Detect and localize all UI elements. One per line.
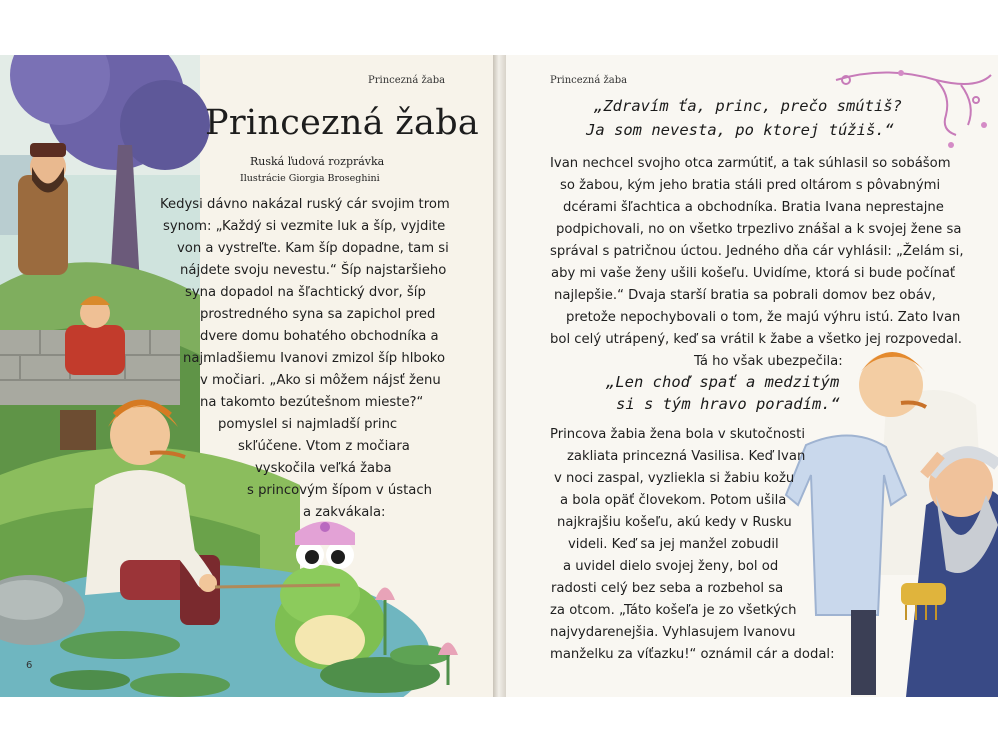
body-line: videli. Keď sa jej manžel zobudil <box>568 537 779 552</box>
page-number-left: 6 <box>26 660 33 671</box>
body-line: podpichovali, no on všetko trpezlivo znášal a k svojej žene sa <box>556 222 962 237</box>
body-line: v močiari. „Ako si môžem nájsť ženu <box>200 373 441 388</box>
frog-verse-line: „Len choď spať a medzitým <box>606 373 840 391</box>
body-line: správal s patričnou úctou. Jedného dňa cár vyhlásil: „Želám si, <box>550 244 964 259</box>
body-line: dvere domu bohatého obchodníka a <box>200 329 439 344</box>
body-line: najlepšie.“ Dvaja starší bratia sa pobrali domov bez obáv, <box>554 288 936 303</box>
body-line: syna dopadol na šľachtický dvor, šíp <box>185 285 426 300</box>
body-line: vyskočila veľká žaba <box>255 461 392 476</box>
body-line: von a vystreľte. Kam šíp dopadne, tam si <box>177 241 449 256</box>
body-line: pretože nepochybovali o tom, že majú výhru istú. Zato Ivan <box>566 310 961 325</box>
running-head: Princezná žaba <box>368 75 446 86</box>
body-line: so žabou, kým jeho bratia stáli pred oltárom s pôvabnými <box>560 178 941 193</box>
body-line: a uvidel dielo svojej ženy, bol od <box>563 559 779 574</box>
right-page <box>506 55 998 697</box>
body-line: s princovým šípom v ústach <box>247 483 432 498</box>
running-head: Princezná žaba <box>550 75 628 86</box>
body-line: v noci zaspal, vyzliekla si žabiu kožu <box>554 471 795 486</box>
body-line: a bola opäť človekom. Potom ušila <box>560 493 787 508</box>
body-line: nájdete svoju nevestu.“ Šíp najstaršieho <box>180 263 447 278</box>
body-line: radosti celý bez seba a rozbehol sa <box>551 581 784 596</box>
body-line: pomyslel si najmladší princ <box>218 417 398 432</box>
body-line: Ivan nechcel svojho otca zarmútiť, a tak súhlasil so sobášom <box>550 156 951 171</box>
body-line: aby mi vaše ženy ušili košeľu. Uvidíme, ktorá si bude počínať <box>551 266 956 281</box>
story-title: Princezná žaba <box>205 103 480 143</box>
body-line: najvydarenejšia. Vyhlasujem Ivanovu <box>550 625 796 640</box>
story-subtitle: Ruská ľudová rozprávka <box>250 155 385 168</box>
body-line: dcérami šľachtica a obchodníka. Bratia Ivana neprestajne <box>563 200 944 215</box>
frog-verse-line: „Zdravím ťa, princ, prečo smútiš? <box>594 97 902 115</box>
frog-verse-line: si s tým hravo poradím.“ <box>616 395 840 413</box>
body-line: Kedysi dávno nakázal ruský cár svojim trom <box>160 197 450 212</box>
frog-verse-line: Ja som nevesta, po ktorej túžiš.“ <box>586 121 894 139</box>
book-gutter <box>493 55 506 697</box>
body-line: Tá ho však ubezpečila: <box>694 354 843 369</box>
body-line: zakliata princezná Vasilisa. Keď Ivan <box>567 449 806 464</box>
body-line: prostredného syna sa zapichol pred <box>200 307 436 322</box>
body-line: manželku za víťazku!“ oznámil cár a dodal: <box>550 647 835 662</box>
body-line: za otcom. „Táto košeľa je zo všetkých <box>550 603 797 618</box>
body-line: na takomto bezútešnom mieste?“ <box>200 395 424 410</box>
illustration-credits: Ilustrácie Giorgia Broseghini <box>240 173 380 184</box>
body-line: Princova žabia žena bola v skutočnosti <box>550 427 805 442</box>
left-page <box>0 55 493 697</box>
body-line: najmladšiemu Ivanovi zmizol šíp hlboko <box>183 351 446 366</box>
body-line: a zakvákala: <box>303 505 386 520</box>
body-line: bol celý utrápený, keď sa vrátil k žabe a všetko jej rozpovedal. <box>550 332 962 347</box>
body-line: skľúčene. Vtom z močiara <box>238 439 410 454</box>
body-line: najkrajšiu košeľu, akú kedy v Rusku <box>557 515 792 530</box>
body-line: synom: „Každý si vezmite luk a šíp, vyjdite <box>163 219 446 234</box>
